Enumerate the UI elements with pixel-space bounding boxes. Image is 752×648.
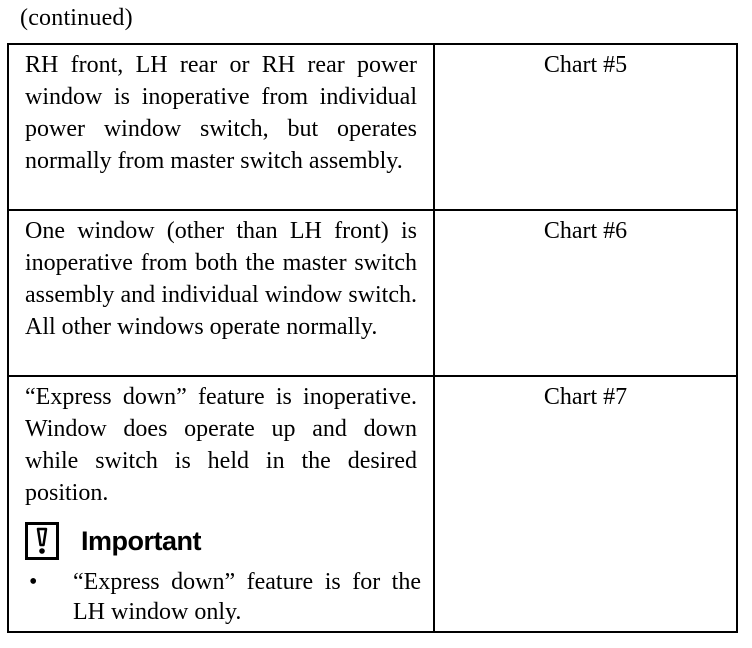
condition-text: RH front, LH rear or RH rear power window is inoperative from individual power window switch, but operates normally from master switch assembly. xyxy=(25,52,417,174)
condition-text: “Express down” feature is inoperative. Window does operate up and down while switch is held in the desired position. xyxy=(25,384,417,506)
condition-text: One window (other than LH front) is inoperative from both the master switch assembly and individual window switch. All other windows operate normally. xyxy=(25,218,417,340)
important-callout xyxy=(25,521,433,561)
table-row xyxy=(8,210,737,376)
continued-label: (continued) xyxy=(20,5,133,31)
list-item xyxy=(25,567,433,627)
chart-cell xyxy=(434,376,737,632)
table-row xyxy=(8,376,737,632)
table-row xyxy=(8,44,737,210)
symptom-chart-table xyxy=(7,43,738,633)
chart-reference: Chart #7 xyxy=(543,384,628,410)
chart-cell xyxy=(434,210,737,376)
condition-cell xyxy=(8,210,434,376)
exclamation-icon xyxy=(25,522,59,560)
condition-cell xyxy=(8,376,434,632)
bullet-icon: • xyxy=(29,569,38,595)
important-label: Important xyxy=(81,525,201,556)
condition-cell xyxy=(8,44,434,210)
chart-cell xyxy=(434,44,737,210)
chart-reference: Chart #6 xyxy=(543,218,628,244)
important-note: “Express down” feature is for the LH window only. xyxy=(73,569,421,625)
chart-reference: Chart #5 xyxy=(543,52,628,78)
